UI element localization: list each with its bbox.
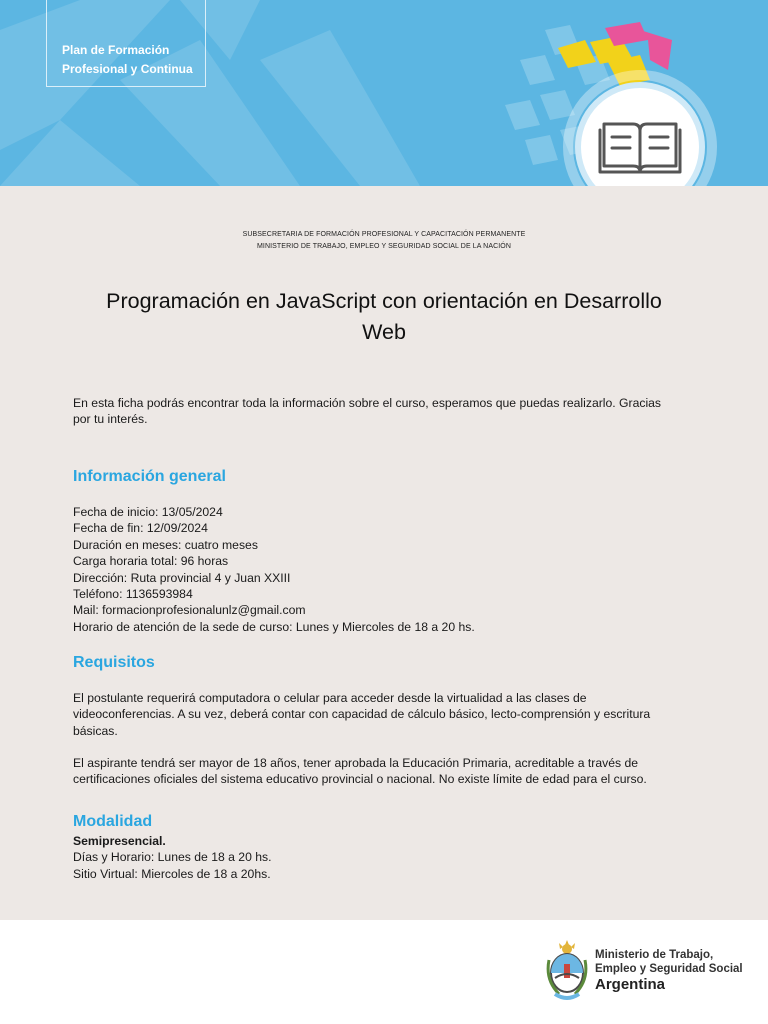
info-phone: Teléfono: 1136593984 <box>73 587 193 602</box>
argentina-coat-of-arms-icon <box>545 940 589 1002</box>
modality-type: Semipresencial. <box>73 834 166 848</box>
plan-title-line1: Plan de Formación <box>62 43 170 57</box>
requirements-line: básicas. <box>73 723 118 738</box>
section-heading-info: Información general <box>73 468 226 485</box>
modality-schedule: Días y Horario: Lunes de 18 a 20 hs. <box>73 850 272 865</box>
footer <box>0 920 768 1024</box>
course-title <box>60 286 708 348</box>
requirements-paragraph-1 <box>73 690 703 739</box>
section-heading-requirements: Requisitos <box>73 654 155 671</box>
intro-line: por tu interés. <box>73 412 148 427</box>
requirements-line: El aspirante tendrá ser mayor de 18 años, tener aprobada la Educación Primaria, acreditable a través de <box>73 756 639 770</box>
ministerio-line: MINISTERIO DE TRABAJO, EMPLEO Y SEGURIDAD SOCIAL DE LA NACIÓN <box>256 243 511 250</box>
open-book-icon <box>0 0 768 186</box>
ministry-line2: Empleo y Seguridad Social <box>595 962 743 975</box>
intro-line: En esta ficha podrás encontrar toda la información sobre el curso, esperamos que puedas realizarlo. Gracias <box>73 396 662 410</box>
info-hours: Carga horaria total: 96 horas <box>73 554 229 569</box>
course-title-line1: Programación en JavaScript con orientación en Desarrollo <box>106 289 662 313</box>
info-start-date: Fecha de inicio: 13/05/2024 <box>73 505 223 519</box>
ministry-logo-text <box>595 949 743 993</box>
info-office-hours: Horario de atención de la sede de curso: Lunes y Miercoles de 18 a 20 hs. <box>73 619 475 634</box>
modality-virtual: Sitio Virtual: Miercoles de 18 a 20hs. <box>73 866 271 881</box>
info-list <box>73 504 703 635</box>
plan-title-line2: Profesional y Continua <box>62 62 193 76</box>
header-banner <box>0 0 768 186</box>
course-title-line2: Web <box>362 320 406 344</box>
requirements-line: videoconferencias. A su vez, deberá contar con capacidad de cálculo básico, lecto-comprensión y escritura <box>73 707 651 722</box>
subsecretaria-line: SUBSECRETARIA DE FORMACIÓN PROFESIONAL Y CAPACITACIÓN PERMANENTE <box>242 231 526 238</box>
ministry-line1: Ministerio de Trabajo, <box>595 949 714 961</box>
modality-list <box>73 833 703 882</box>
section-heading-modality: Modalidad <box>73 813 153 830</box>
requirements-paragraph-2 <box>73 755 703 788</box>
requirements-line: El postulante requerirá computadora o celular para acceder desde la virtualidad a las clases de <box>73 691 587 705</box>
intro-paragraph <box>73 395 703 428</box>
info-end-date: Fecha de fin: 12/09/2024 <box>73 521 208 536</box>
info-duration: Duración en meses: cuatro meses <box>73 537 258 552</box>
info-mail: Mail: formacionprofesionalunlz@gmail.com <box>73 603 306 618</box>
info-address: Dirección: Ruta provincial 4 y Juan XXIII <box>73 570 291 585</box>
ministry-country: Argentina <box>595 976 666 993</box>
requirements-line: certificaciones oficiales del sistema educativo provincial o nacional. No existe límite de edad para el curso. <box>73 772 647 787</box>
